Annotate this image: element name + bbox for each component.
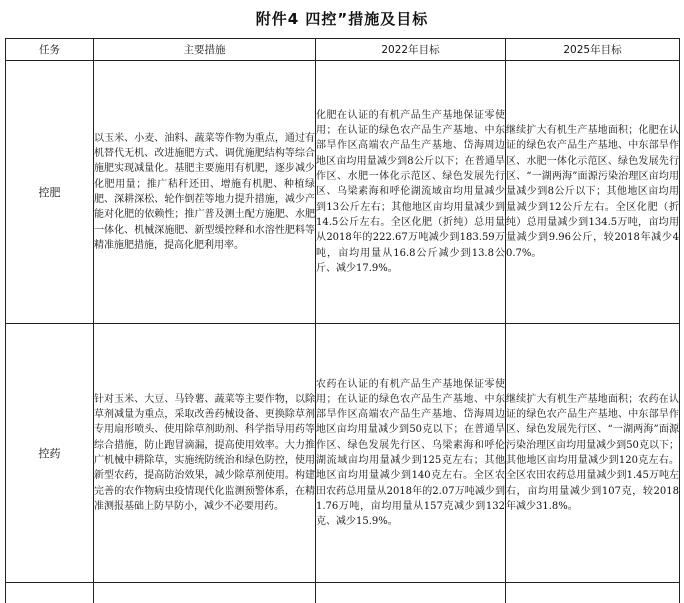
- empty-cell: [94, 583, 316, 603]
- column-header-2022-target: 2022年目标: [316, 39, 506, 61]
- table-row: [6, 324, 680, 583]
- empty-cell: [506, 583, 680, 603]
- page-title: 附件4 四控”措施及目标: [0, 8, 684, 29]
- measures-targets-table: [5, 38, 680, 603]
- target-2022-cell: 化肥在认证的有机产品生产基地保证零使用；在认证的绿色农产品生产基地、中东部旱作区高端农产品生产基地、岱海周边地区亩均用量减少到8公斤以下；在普通旱作区、水肥一体化示范区、绿色发展先行区、乌梁素海和呼伦湖流域亩均用量减少到13公斤左右；其他地区亩均用量减少到14.5公斤左右。全区化肥（折纯）总用量从2018年的222.67万吨减少到183.59万吨，亩均用量从16.8公斤减少到13.8公斤、减少17.9%。: [316, 61, 506, 324]
- target-2025-cell: 继续扩大有机生产基地面积；农药在认证的绿色农产品生产基地、中东部旱作区、绿色发展先行区、“一湖两海”面源污染治理区亩均用量减少到50克以下；其他地区亩均用量减少到120克左右。全区农田农药总用量减少到1.45万吨左右，亩均用量减少到107克，较2018年减少31.8%。: [506, 324, 680, 583]
- measures-cell: 以玉米、小麦、油料、蔬菜等作物为重点，通过有机替代无机、改进施肥方式、调优施肥结构等综合施肥实现减量化。基肥主要施用有机肥，逐步减少化肥用量；推广秸秆还田、增施有机肥、种植绿肥、深耕深松、轮作倒茬等地力提升措施，减少产能对化肥的依赖性；推广普及测土配方施肥、水肥一体化、机械深施肥、新型缓控释和水溶性肥料等精准施肥措施，提高化肥利用率。: [94, 61, 316, 324]
- task-cell: 控肥: [6, 61, 94, 324]
- task-cell: 控药: [6, 324, 94, 583]
- table-row: [6, 61, 680, 324]
- table-header-row: [6, 39, 680, 61]
- column-header-measures: 主要措施: [94, 39, 316, 61]
- table-row-partial: [6, 583, 680, 603]
- target-2022-cell: 农药在认证的有机产品生产基地保证零使用；在认证的绿色农产品生产基地、中东部旱作区高端农产品生产基地、岱海周边地区亩均用量减少到50克以下；在普通旱作区、绿色发展先行区、乌梁素海和呼伦湖流域亩均用量减少到125克左右；其他地区亩均用量减少到140克左右。全区农田农药总用量从2018年的2.07万吨减少到1.76万吨，亩均用量从157克减少到132克、减少15.9%。: [316, 324, 506, 583]
- column-header-task: 任务: [6, 39, 94, 61]
- measures-cell: 针对玉米、大豆、马铃薯、蔬菜等主要作物，以除草剂减量为重点，采取改善药械设备、更换除草剂专用扇形喷头、使用除草剂助剂、科学指导用药等综合措施，防止跑冒滴漏，提高使用效率。大力推广机械中耕除草，实施统防统治和绿色防控，使用新型农药，提高防治效果，减少除草剂使用。构建完善的农作物病虫疫情现代化监测预警体系，在精准测报基础上防早防小，减少不必要用药。: [94, 324, 316, 583]
- empty-cell: [6, 583, 94, 603]
- target-2025-cell: 继续扩大有机生产基地面积；化肥在认证的绿色农产品生产基地、中东部旱作区、水肥一体化示范区、绿色发展先行区、“一湖两海”面源污染治理区亩均用量减少到8公斤以下；其他地区亩均用量减少到12公斤左右。全区化肥（折纯）总用量减少到134.5万吨，亩均用量减少到9.96公斤，较2018年减少40.7%。: [506, 61, 680, 324]
- column-header-2025-target: 2025年目标: [506, 39, 680, 61]
- empty-cell: [316, 583, 506, 603]
